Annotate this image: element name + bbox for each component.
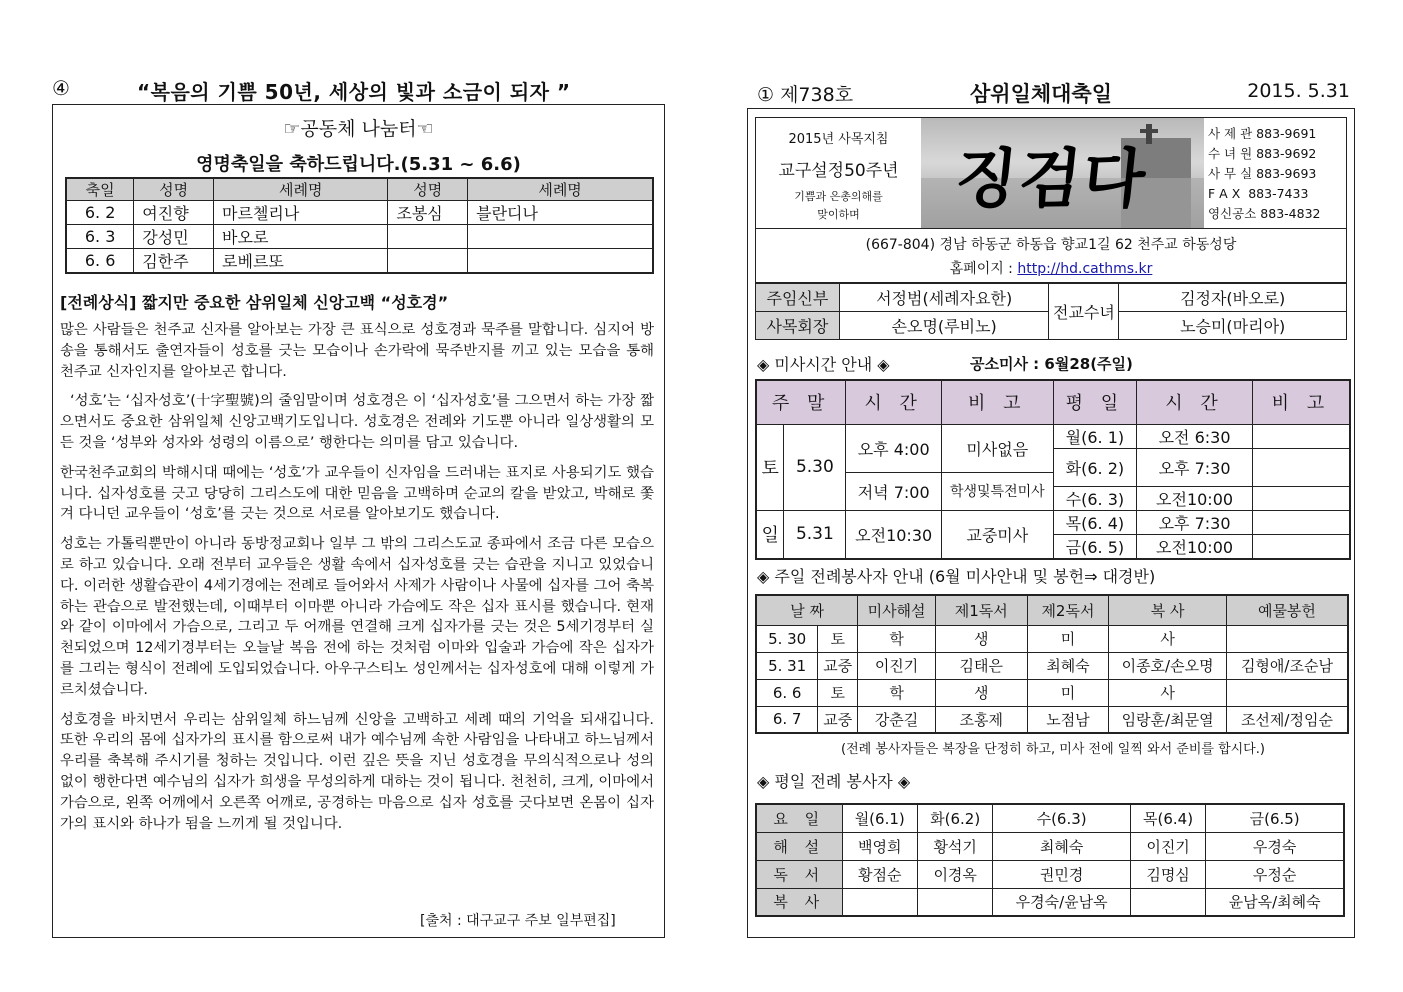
table-row bbox=[756, 888, 1344, 916]
server-cell bbox=[1130, 888, 1205, 916]
staff-table bbox=[755, 283, 1347, 340]
service-cell: 사 bbox=[1109, 625, 1227, 652]
contact-row: 사 무 실 883-9693 bbox=[1208, 166, 1317, 181]
header-note: 비 고 bbox=[1252, 380, 1350, 424]
mass-schedule-title: ◈ 미사시간 안내 ◈ 공소미사 : 6월28(주일) bbox=[757, 355, 1133, 374]
address-block bbox=[755, 229, 1347, 283]
service-cell: 생 bbox=[935, 679, 1027, 706]
mass-header-row bbox=[756, 380, 1350, 424]
table-row bbox=[66, 249, 653, 274]
header-reading1: 제1독서 bbox=[935, 595, 1027, 625]
council-label: 사목회장 bbox=[756, 312, 840, 340]
left-page-header bbox=[52, 74, 664, 104]
role-label: 해 설 bbox=[756, 832, 842, 860]
church-address: (667-804) 경남 하동군 하동읍 향교1길 62 천주교 하동성당 bbox=[865, 237, 1237, 253]
feast-date: 6. 6 bbox=[66, 249, 134, 274]
weekday-date: 금(6.5) bbox=[1206, 804, 1344, 832]
baptism-name bbox=[468, 225, 653, 249]
service-cell: 강춘길 bbox=[858, 706, 936, 733]
mass-note: 학생및특전미사 bbox=[942, 472, 1054, 510]
weekday-label: 요 일 bbox=[756, 804, 842, 832]
service-cell: 김태은 bbox=[935, 652, 1027, 679]
header-weekend: 주 말 bbox=[756, 380, 846, 424]
weekday-time: 오전 6:30 bbox=[1137, 424, 1253, 448]
weekday-day: 금(6. 5) bbox=[1053, 534, 1137, 559]
issue-number: ① 제738호 bbox=[757, 84, 854, 106]
server-cell: 윤남옥/최혜숙 bbox=[1206, 888, 1344, 916]
header-commentary: 미사해설 bbox=[858, 595, 936, 625]
weekday-date: 월(6.1) bbox=[842, 804, 917, 832]
service-cell: 김형애/조순남 bbox=[1226, 652, 1348, 679]
birthday-title: 영명축일을 축하드립니다.(5.31 ~ 6.6) bbox=[196, 154, 521, 175]
service-date: 5. 31 bbox=[756, 652, 818, 679]
masthead bbox=[755, 117, 1347, 229]
weekday-note bbox=[1252, 448, 1350, 486]
server-cell: 권민경 bbox=[993, 860, 1130, 888]
table-row bbox=[756, 510, 1350, 534]
header-weekday: 평 일 bbox=[1053, 380, 1137, 424]
service-cell: 조홍제 bbox=[935, 706, 1027, 733]
anniversary-text: 교구설정50주년 bbox=[778, 161, 899, 181]
article-title: [전례상식] 짧지만 중요한 삼위일체 신앙고백 “성호경” bbox=[60, 293, 449, 312]
article-paragraph: 성호경을 바치면서 우리는 삼위일체 하느님께 신앙을 고백하고 세례 때의 기억을 되새깁니다. 또한 우리의 몸에 십자가의 표시를 함으로써 내가 예수님께 속한 사람임을 나타내고 하느님께서 우리를 축복해 주시기를 청하는 것입니다. 이런 깊은 뜻을 지닌 성호경을 무의식적으로나 성의 없이 행한다면 예수님의 십자가 희생을 무성의하게 대하는 것이 됩니다. 천천히, 크게, 이마에서 가슴으로, 왼쪽 어깨에서 오른쪽 어깨로, 공경하는 마음으로 십자 성호를 긋다보면 온몸이 십자가의 표시와 하나가 됨을 느끼게 될 것입니다. bbox=[60, 711, 654, 832]
header-baptism: 세례명 bbox=[468, 178, 653, 201]
table-row bbox=[66, 225, 653, 249]
weekend-date: 5.30 bbox=[784, 424, 846, 510]
header-altar: 복 사 bbox=[1109, 595, 1227, 625]
server-cell: 황점순 bbox=[842, 860, 917, 888]
header-name: 성명 bbox=[134, 178, 214, 201]
feast-name: 삼위일체대축일 bbox=[970, 82, 1113, 106]
guideline-subtext: 기쁨과 은총의해를 bbox=[794, 190, 883, 203]
article-body bbox=[60, 320, 654, 843]
pastor-label: 주임신부 bbox=[756, 284, 840, 312]
feast-date: 6. 2 bbox=[66, 201, 134, 225]
contact-row: 사 제 관 883-9691 bbox=[1208, 126, 1317, 141]
table-row bbox=[66, 201, 653, 225]
weekday-day: 수(6. 3) bbox=[1053, 486, 1137, 510]
weekend-day: 일 bbox=[756, 510, 784, 559]
server-cell bbox=[842, 888, 917, 916]
baptism-name: 바오로 bbox=[214, 225, 388, 249]
contact-list bbox=[1208, 124, 1348, 224]
header-time: 시 간 bbox=[1137, 380, 1253, 424]
weekday-note bbox=[1252, 510, 1350, 534]
weekday-servers-title: ◈ 평일 전례 봉사자 ◈ bbox=[757, 772, 911, 791]
weekday-date: 화(6.2) bbox=[917, 804, 992, 832]
weekday-note bbox=[1252, 424, 1350, 448]
community-title: ☞공동체 나눔터☜ bbox=[283, 118, 434, 140]
header-feast: 축일 bbox=[66, 178, 134, 201]
pastor-name: 서정범(세례자요한) bbox=[839, 284, 1049, 312]
table-row bbox=[756, 804, 1344, 832]
service-cell: 미 bbox=[1027, 625, 1109, 652]
person-name bbox=[388, 249, 468, 274]
service-cell bbox=[1226, 625, 1348, 652]
server-cell: 백영희 bbox=[842, 832, 917, 860]
sister-name: 노승미(마리아) bbox=[1119, 312, 1347, 340]
sister-label: 전교수녀 bbox=[1049, 284, 1119, 340]
weekday-time: 오전10:00 bbox=[1137, 534, 1253, 559]
header-time: 시 간 bbox=[846, 380, 942, 424]
server-cell: 우경숙 bbox=[1206, 832, 1344, 860]
service-cell: 임랑훈/최문열 bbox=[1109, 706, 1227, 733]
servers-header-row bbox=[756, 595, 1348, 625]
header-date: 날 짜 bbox=[756, 595, 858, 625]
baptism-name: 로베르또 bbox=[214, 249, 388, 274]
service-date: 6. 6 bbox=[756, 679, 818, 706]
weekday-day: 월(6. 1) bbox=[1053, 424, 1137, 448]
weekday-day: 화(6. 2) bbox=[1053, 448, 1137, 486]
weekday-day: 목(6. 4) bbox=[1053, 510, 1137, 534]
table-row bbox=[756, 679, 1348, 706]
mission-mass: 공소미사 : 6월28(주일) bbox=[970, 355, 1133, 373]
server-cell: 이경옥 bbox=[917, 860, 992, 888]
server-cell bbox=[917, 888, 992, 916]
right-page-header bbox=[755, 78, 1350, 108]
service-cell: 이종호/손오명 bbox=[1109, 652, 1227, 679]
mass-note: 미사없음 bbox=[942, 424, 1054, 472]
service-cell: 조선제/정임순 bbox=[1226, 706, 1348, 733]
table-row bbox=[756, 652, 1348, 679]
service-cell: 학 bbox=[858, 679, 936, 706]
homepage-label: 홈페이지 : bbox=[949, 261, 1013, 277]
mass-time: 오후 4:00 bbox=[846, 424, 942, 472]
service-type: 교중 bbox=[818, 706, 858, 733]
weekday-time: 오후 7:30 bbox=[1137, 448, 1253, 486]
server-cell: 우정순 bbox=[1206, 860, 1344, 888]
service-cell: 이진기 bbox=[858, 652, 936, 679]
header-offering: 예물봉헌 bbox=[1226, 595, 1348, 625]
guideline-year: 2015년 사목지침 bbox=[788, 132, 889, 147]
article-paragraph: 한국천주교회의 박해시대 때에는 ‘성호’가 교우들이 신자임을 드러내는 표지로 사용되기도 했습니다. 십자성호를 긋고 당당히 그리스도에 대한 믿음을 고백하며 순교의 칼을 받았고, 박해로 쫓겨 다니던 교우들이 ‘성호’를 긋는 것으로 서로를 알아보기도 했습니다. bbox=[60, 464, 654, 523]
homepage-line bbox=[756, 258, 1346, 278]
table-row bbox=[756, 860, 1344, 888]
weekday-time: 오후 7:30 bbox=[1137, 510, 1253, 534]
role-label: 복 사 bbox=[756, 888, 842, 916]
service-cell: 최혜숙 bbox=[1027, 652, 1109, 679]
weekday-servers-table bbox=[755, 803, 1345, 917]
baptism-name bbox=[468, 249, 653, 274]
article-source: [출처 : 대구교구 주보 일부편집] bbox=[420, 913, 616, 929]
server-cell: 최혜숙 bbox=[993, 832, 1130, 860]
service-cell: 학 bbox=[858, 625, 936, 652]
sunday-servers-table bbox=[755, 594, 1349, 734]
weekday-note bbox=[1252, 534, 1350, 559]
contact-row: 수 녀 원 883-9692 bbox=[1208, 146, 1317, 161]
server-cell: 우경숙/윤남옥 bbox=[993, 888, 1130, 916]
weekday-date: 목(6.4) bbox=[1130, 804, 1205, 832]
birthday-table bbox=[65, 177, 654, 274]
service-type: 토 bbox=[818, 679, 858, 706]
servers-note: (전례 봉사자들은 복장을 단정히 하고, 미사 전에 일찍 와서 준비를 합시다.) bbox=[841, 742, 1265, 757]
person-name: 여진향 bbox=[134, 201, 214, 225]
contact-row: F A X 883-7433 bbox=[1208, 186, 1309, 201]
service-cell: 미 bbox=[1027, 679, 1109, 706]
server-cell: 황석기 bbox=[917, 832, 992, 860]
guideline-subtext: 맞이하며 bbox=[817, 208, 860, 221]
church-photo bbox=[921, 118, 1204, 228]
contact-row: 영신공소 883-4832 bbox=[1208, 206, 1321, 221]
server-cell: 이진기 bbox=[1130, 832, 1205, 860]
table-row bbox=[756, 832, 1344, 860]
table-row bbox=[756, 706, 1348, 733]
weekend-day: 토 bbox=[756, 424, 784, 510]
homepage-link[interactable]: http://hd.cathms.kr bbox=[1017, 261, 1153, 277]
person-name: 김한주 bbox=[134, 249, 214, 274]
header-baptism: 세례명 bbox=[214, 178, 388, 201]
service-cell: 사 bbox=[1109, 679, 1227, 706]
person-name: 강성민 bbox=[134, 225, 214, 249]
motto: “복음의 기쁨 50년, 세상의 빛과 소금이 되자 ” bbox=[137, 80, 571, 104]
feast-date: 6. 3 bbox=[66, 225, 134, 249]
service-type: 토 bbox=[818, 625, 858, 652]
issue-date: 2015. 5.31 bbox=[1247, 80, 1350, 102]
service-cell: 생 bbox=[935, 625, 1027, 652]
council-name: 손오명(루비노) bbox=[839, 312, 1049, 340]
baptism-name: 블란디나 bbox=[468, 201, 653, 225]
service-cell bbox=[1226, 679, 1348, 706]
table-row bbox=[756, 284, 1347, 312]
table-row bbox=[756, 424, 1350, 448]
service-cell: 노점남 bbox=[1027, 706, 1109, 733]
service-type: 교중 bbox=[818, 652, 858, 679]
sister-name: 김정자(바오로) bbox=[1119, 284, 1347, 312]
weekday-time: 오전10:00 bbox=[1137, 486, 1253, 510]
birthday-header-row bbox=[66, 178, 653, 201]
weekday-date: 수(6.3) bbox=[993, 804, 1130, 832]
article-paragraph: ‘성호’는 ‘십자성호’(十字聖號)의 줄임말이며 성호경은 이 ‘십자성호’를 그으면서 하는 가장 짧으면서도 중요한 삼위일체 신앙고백기도입니다. 성호경은 전례와 기도뿐 아니라 일상생활의 모든 것을 ‘성부와 성자와 성령의 이름으로’ 행한다는 의미를 담고 있습니다. bbox=[60, 393, 654, 451]
header-name: 성명 bbox=[388, 178, 468, 201]
role-label: 독 서 bbox=[756, 860, 842, 888]
service-date: 6. 7 bbox=[756, 706, 818, 733]
weekend-date: 5.31 bbox=[784, 510, 846, 559]
person-name: 조봉심 bbox=[388, 201, 468, 225]
person-name bbox=[388, 225, 468, 249]
table-row bbox=[756, 625, 1348, 652]
mass-note: 교중미사 bbox=[942, 510, 1054, 559]
left-page-number: ④ bbox=[52, 76, 70, 100]
pastoral-guideline bbox=[756, 118, 921, 228]
mass-time: 저녁 7:00 bbox=[846, 472, 942, 510]
header-reading2: 제2독서 bbox=[1027, 595, 1109, 625]
article-paragraph: 성호는 가톨릭뿐만이 아니라 동방정교회나 일부 그 밖의 그리스도교 종파에서 조금 다른 모습으로 하고 있습니다. 오래 전부터 교우들은 생활 속에서 십자성호를 긋는 습관을 지니고 있었습니다. 이러한 생활습관이 4세기경에는 전례로 들어와서 사제가 사람이나 사물에 십자를 그어 축복하는 관습으로 발전했는데, 이때부터 이마뿐 아니라 가슴에도 작은 십자 표시를 했습니다. 현재와 같이 이마에서 가슴으로, 그리고 두 어깨를 연결해 크게 십자가를 긋는 것은 5세기경부터 실천되었으며 12세기경부터는 오늘날 복음 전에 하는 것처럼 이마와 입술과 가슴에 작은 십자가를 그리는 형식이 전례에 도입되었습니다. 아우구스티노 성인께서는 십자성호에 대해 이렇게 가르치셨습니다. bbox=[60, 536, 654, 698]
server-cell: 김명심 bbox=[1130, 860, 1205, 888]
article-paragraph: 많은 사람들은 천주교 신자를 알아보는 가장 큰 표식으로 성호경과 묵주를 말합니다. 심지어 방송을 통해서도 출연자들이 성호를 긋는 모습이나 손가락에 묵주반지를 끼고 있는 모습을 통해 천주교 신자인지를 알아보곤 합니다. bbox=[60, 322, 654, 380]
sunday-servers-title: ◈ 주일 전례봉사자 안내 (6월 미사안내 및 봉헌⇒ 대경반) bbox=[757, 567, 1156, 586]
baptism-name: 마르첼리나 bbox=[214, 201, 388, 225]
service-date: 5. 30 bbox=[756, 625, 818, 652]
newsletter-title: 징검다리 bbox=[951, 142, 1151, 217]
mass-schedule-table bbox=[755, 379, 1351, 560]
header-note: 비 고 bbox=[942, 380, 1054, 424]
mass-time: 오전10:30 bbox=[846, 510, 942, 559]
weekday-note bbox=[1252, 486, 1350, 510]
